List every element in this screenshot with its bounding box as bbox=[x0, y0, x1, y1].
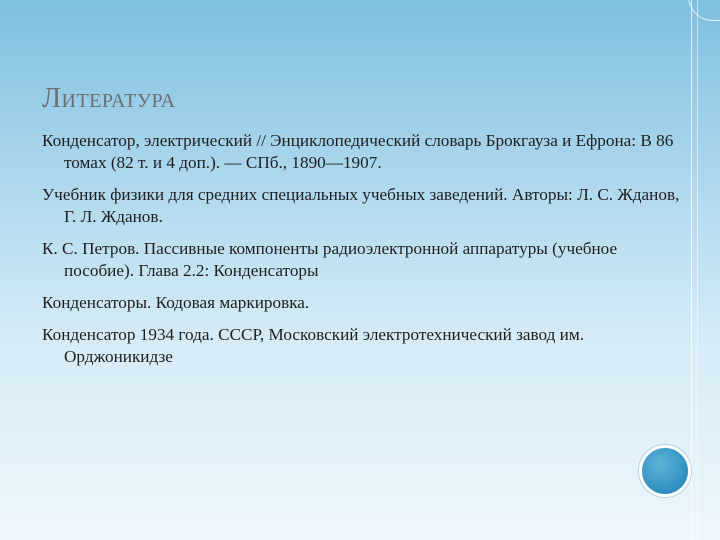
reference-item: Учебник физики для средних специальных учебных заведений. Авторы: Л. С. Жданов, Г. Л. Жданов. bbox=[42, 185, 680, 226]
reference-item: К. С. Петров. Пассивные компоненты радиоэлектронной аппаратуры (учебное пособие). Глава 2.2: Конденсаторы bbox=[42, 239, 618, 280]
corner-decoration bbox=[688, 0, 720, 21]
slide-title bbox=[42, 78, 176, 115]
reference-item: Конденсаторы. Кодовая маркировка. bbox=[42, 293, 310, 312]
title-rest: ИТЕРАТУРА bbox=[61, 90, 176, 112]
circle-decoration-icon bbox=[639, 445, 691, 497]
reference-item: Конденсатор, электрический // Энциклопедический словарь Брокгауза и Ефрона: В 86 томах (82 т. и 4 доп.). — СПб., 1890—1907. bbox=[42, 131, 674, 172]
reference-item: Конденсатор 1934 года. СССР, Московский электротехнический завод им. Орджоникидзе bbox=[42, 325, 585, 366]
title-initial: Л bbox=[42, 83, 62, 114]
reference-list bbox=[42, 130, 682, 378]
edge-line-decoration bbox=[691, 0, 692, 540]
edge-line-decoration bbox=[697, 0, 698, 540]
